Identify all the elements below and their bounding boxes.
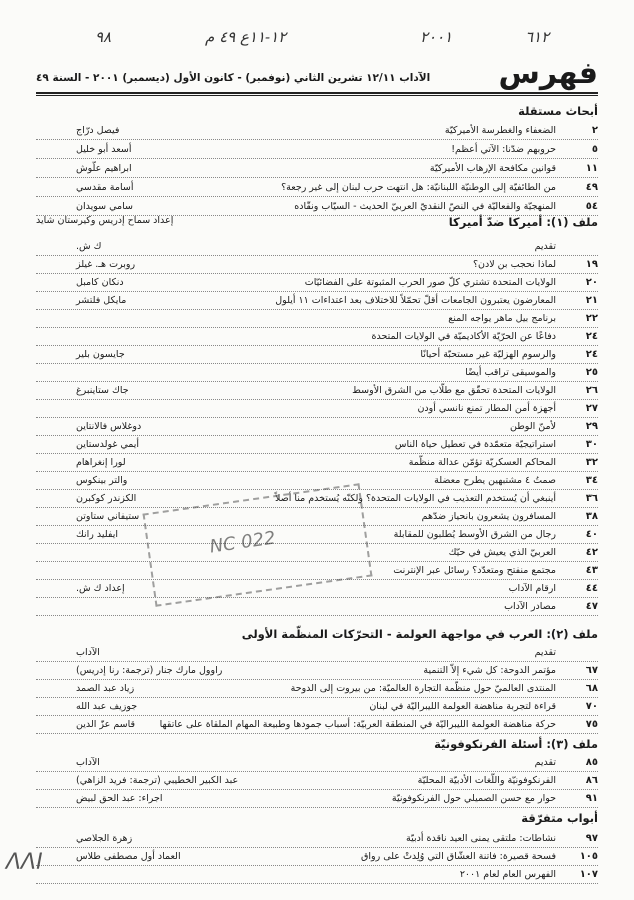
toc-entry <box>36 698 598 717</box>
entry-title: الضعفاء والغطرسة الأميركيّة <box>444 125 556 136</box>
entry-title: استراتيجيّة متعمّدة في تعطيل حياة الناس <box>394 439 556 450</box>
entry-page-number: ٥٤ <box>585 201 598 212</box>
entry-page-number: ٧٠ <box>585 701 598 712</box>
entry-author: جاك ستاينبرغ <box>76 385 129 396</box>
entry-title: نشاطات: ملتقى يمنى العيد ناقدة أدبيّة <box>406 833 556 844</box>
toc-entry <box>36 680 598 699</box>
toc-entry <box>36 256 598 275</box>
toc-entry <box>36 644 598 663</box>
entry-title: مجتمع منفتح ومتعدّد؟ رسائل عبر الإنترنت <box>393 565 556 576</box>
entry-page-number: ٢٦ <box>585 385 598 396</box>
entry-page-number: ٦٧ <box>585 665 598 676</box>
section-heading <box>36 810 598 826</box>
entry-author: ابراهيم علّوش <box>76 163 132 174</box>
entry-page-number: ٢ <box>591 125 598 136</box>
toc-entry <box>36 400 598 419</box>
toc-entry <box>36 292 598 311</box>
toc-entry <box>36 790 598 809</box>
issue-line: الآداب ١٢/١١ تشرين الثاني (نوفمبر) - كانون الأول (ديسمبر) ٢٠٠١ - السنة ٤٩ <box>36 72 431 84</box>
entry-author: جايسون بلير <box>76 349 125 360</box>
entry-title: المحاكم العسكريّة تؤمّن عدالة منظّمة <box>408 457 556 468</box>
entry-title: حركة مناهضة العولمة الليبراليّة في المنطقة العربيّة: أسباب جمودها وطبيعة المهام الملقاة على عاتقها <box>159 719 556 730</box>
entry-page-number: ٢١ <box>585 295 598 306</box>
entry-page-number: ٤٠ <box>585 529 598 540</box>
section-title: ملف (٣): أسئلة الفرنكوفونيّة <box>434 737 598 751</box>
leader-line <box>36 733 598 734</box>
entry-page-number: ٤٧ <box>585 601 598 612</box>
entry-title: دفاعًا عن الحرّيّة الأكاديميّة في الولايات المتحدة <box>371 331 556 342</box>
entry-title: المنتدى العالميّ حول منظّمة التجارة العالميّة: من بيروت إلى الدوحة <box>290 683 556 694</box>
entry-page-number: ٣٦ <box>585 493 598 504</box>
entry-title: مؤتمر الدوحة: كل شيء إلاّ التنمية <box>423 665 556 676</box>
stamp-text: NC 022 <box>208 527 277 558</box>
entry-author: راوول مارك جنار (ترجمة: رنا إدريس) <box>76 665 223 676</box>
entry-page-number: ٤٢ <box>585 547 598 558</box>
entry-author: مايكل فلتشر <box>76 295 127 306</box>
entry-title: والرسوم الهزليّة غير مستحبّة أحيانًا <box>420 349 556 360</box>
section-title: أبحاث مستقلة <box>518 104 598 118</box>
header-rule <box>36 92 598 94</box>
toc-entry <box>36 238 598 257</box>
entry-title: تقديم <box>534 241 556 252</box>
toc-entry <box>36 830 598 849</box>
entry-author: فيصل درّاج <box>76 125 120 136</box>
leader-line <box>36 615 598 616</box>
entry-page-number: ٢٥ <box>585 367 598 378</box>
toc-entry <box>36 754 598 773</box>
toc-entry <box>36 160 598 179</box>
toc-entry <box>36 274 598 293</box>
entry-page-number: ٦٨ <box>585 683 598 694</box>
toc-entry <box>36 328 598 347</box>
entry-title: الفرنكوفونيّة واللّغات الأدبيّة المحليّة <box>417 775 556 786</box>
entry-title: ارقام الآداب <box>508 583 556 594</box>
toc-entry <box>36 382 598 401</box>
entry-title: برنامج بيل ماهر يواجه المنع <box>448 313 556 324</box>
entry-page-number: ٤٣ <box>585 565 598 576</box>
entry-page-number: ٢٠ <box>585 277 598 288</box>
entry-author: زياد عبد الصمد <box>76 683 135 694</box>
leader-line <box>36 177 598 178</box>
entry-page-number: ٣٨ <box>585 511 598 522</box>
entry-page-number: ١٠٥ <box>579 851 598 862</box>
toc-entry <box>36 179 598 198</box>
entry-title: حروبهم ضدّنا: الآتي أعظم! <box>451 144 556 155</box>
entry-title: الولايات المتحدة تشتري كلّ صور الحرب المثبوتة على الفضائيّات <box>304 277 556 288</box>
entry-author: الآداب <box>76 647 100 658</box>
section-heading <box>36 736 598 752</box>
entry-title: حوار مع حسن الصميلي حول الفرنكوفونيّة <box>391 793 556 804</box>
toc-entry <box>36 848 598 867</box>
handwritten-year: ٢٠٠١ <box>420 28 453 46</box>
entry-author: جوزيف عبد الله <box>76 701 138 712</box>
entry-page-number: ١٩ <box>585 259 598 270</box>
section-heading <box>36 214 598 230</box>
entry-page-number: ٣٠ <box>585 439 598 450</box>
entry-page-number: ٢٤ <box>585 331 598 342</box>
entry-title: تقديم <box>534 647 556 658</box>
entry-title: لماذا نحجب بن لادن؟ <box>473 259 556 270</box>
header-rule-thin <box>36 95 598 96</box>
entry-title: صمتُ ٤ مشتبهين يطرح معضلة <box>434 475 556 486</box>
entry-title: المسافرون يشعرون بانحياز ضدّهم <box>421 511 556 522</box>
entry-author: أيمي غولدستاين <box>76 439 140 450</box>
toc-entry <box>36 310 598 329</box>
entry-author: اجراء: عبد الحق لبيض <box>76 793 163 804</box>
entry-author: قاسم عزّ الدين <box>76 719 136 730</box>
entry-author: ايفليد رانك <box>76 529 118 540</box>
entry-author: العماد أول مصطفى طلاس <box>76 851 181 862</box>
leader-line <box>36 196 598 197</box>
entry-title: تقديم <box>534 757 556 768</box>
entry-author: أسامة مقدسي <box>76 182 134 193</box>
entry-author: دوغلاس فالانتاين <box>76 421 142 432</box>
page-header <box>36 58 598 90</box>
entry-title: لأمنّ الوطن <box>510 421 556 432</box>
entry-title: من الطائفيّة إلى الوطنيّة اللبنانيّة: هل انتهت حرب لبنان إلى غير رجعة؟ <box>281 182 556 193</box>
entry-author: عبد الكبير الخطيبي (ترجمة: فريد الزاهي) <box>76 775 239 786</box>
leader-line <box>36 807 598 808</box>
toc-entry <box>36 346 598 365</box>
entry-page-number: ٣٢ <box>585 457 598 468</box>
entry-author: والتر بينكوس <box>76 475 128 486</box>
section-title: أبواب متفرّقة <box>521 811 598 825</box>
entry-author: لورا إنغراهام <box>76 457 126 468</box>
entry-page-number: ٢٩ <box>585 421 598 432</box>
entry-page-number: ٨٥ <box>585 757 598 768</box>
toc-entry <box>36 122 598 141</box>
toc-entry <box>36 662 598 681</box>
leader-line <box>36 139 598 140</box>
entry-page-number: ٢٧ <box>585 403 598 414</box>
toc-entry <box>36 716 598 735</box>
entry-page-number: ٩٧ <box>585 833 598 844</box>
entry-title: فسحة قصيرة: فاتنة العشّاق التي وُلِدتْ على رواق <box>361 851 556 862</box>
section-heading <box>36 626 598 642</box>
page-title: فهرس <box>498 56 598 91</box>
entry-page-number: ٢٤ <box>585 349 598 360</box>
entry-page-number: ٤٤ <box>585 583 598 594</box>
handwritten-code: ١٢-١١ع ٤٩ م <box>205 28 287 46</box>
entry-author: روبرت هـ. غيلز <box>76 259 136 270</box>
toc-entry <box>36 141 598 160</box>
entry-title: مصادر الآداب <box>504 601 556 612</box>
entry-author: ك ش. <box>76 241 102 252</box>
toc-entry <box>36 472 598 491</box>
margin-scribble: ΛΛΙ <box>6 850 43 875</box>
toc-entry <box>36 454 598 473</box>
entry-page-number: ٤٩ <box>585 182 598 193</box>
entry-author: الآداب <box>76 757 100 768</box>
section-title: ملف (١): أميركا ضدّ أميركا <box>448 215 598 229</box>
entry-title: أجهزة أمن المطار تمنع نانسي أودن <box>417 403 556 414</box>
entry-title: والموسيقى تراقب أيضًا <box>465 367 556 378</box>
entry-page-number: ٥ <box>591 144 598 155</box>
entry-title: رجال من الشرق الأوسط يُطلبون للمقابلة <box>393 529 556 540</box>
entry-title: الفهرس العام لعام ٢٠٠١ <box>459 869 556 880</box>
entry-page-number: ٣٤ <box>585 475 598 486</box>
entry-title: العربيّ الذي يعيش في حيّك <box>448 547 556 558</box>
entry-author: سامي سويدان <box>76 201 133 212</box>
entry-author: زهرة الجلاصي <box>76 833 133 844</box>
entry-title: أينبغي أن يُستخدم التعذيب في الولايات المتحدة؟ ولكنّه يُستخدم منا أصلاً <box>275 493 556 504</box>
handwritten-page-number: ٩٨ <box>95 28 112 46</box>
entry-title: المعارضون يعتبرون الجامعات أقلّ تحمّلاً للاختلاف بعد اعتداءات ١١ أيلول <box>275 295 556 306</box>
toc-entry <box>36 364 598 383</box>
toc-entry <box>36 772 598 791</box>
entry-page-number: ١٠٧ <box>579 869 598 880</box>
entry-title: الولايات المتحدة تحقّق مع طلّاب من الشرق الأوسط <box>352 385 556 396</box>
entry-page-number: ١١ <box>585 163 598 174</box>
entry-author: إعداد ك ش. <box>76 583 125 594</box>
toc-entry <box>36 866 598 885</box>
entry-page-number: ٨٦ <box>585 775 598 786</box>
entry-title: المنهجيّة والفعاليّة في النصّ النقديّ العربيّ الحديث - السيّاب ونقّاده <box>294 201 556 212</box>
section-editor-note: إعداد سماح إدريس وكيرستان شايد <box>36 215 174 226</box>
leader-line <box>36 883 598 884</box>
section-heading <box>36 103 598 119</box>
handwritten-number: ٦١٢ <box>525 28 550 46</box>
entry-title: قراءة لتجربة مناهضة العولمة الليبراليّة في لبنان <box>369 701 556 712</box>
toc-entry <box>36 418 598 437</box>
entry-author: أسعد أبو خليل <box>76 144 132 155</box>
entry-page-number: ٧٥ <box>585 719 598 730</box>
entry-page-number: ٢٢ <box>585 313 598 324</box>
toc-entry <box>36 598 598 617</box>
entry-author: دنكان كامبل <box>76 277 124 288</box>
toc-entry <box>36 436 598 455</box>
entry-page-number: ٩١ <box>585 793 598 804</box>
entry-title: قوانين مكافحة الإرهاب الأميركيّة <box>429 163 556 174</box>
entry-author: الكزندر كوكبرن <box>76 493 137 504</box>
leader-line <box>36 158 598 159</box>
entry-author: ستيفاني ستاوتن <box>76 511 140 522</box>
section-title: ملف (٢): العرب في مواجهة العولمة - التحرّكات المنظّمة الأولى <box>241 627 598 641</box>
